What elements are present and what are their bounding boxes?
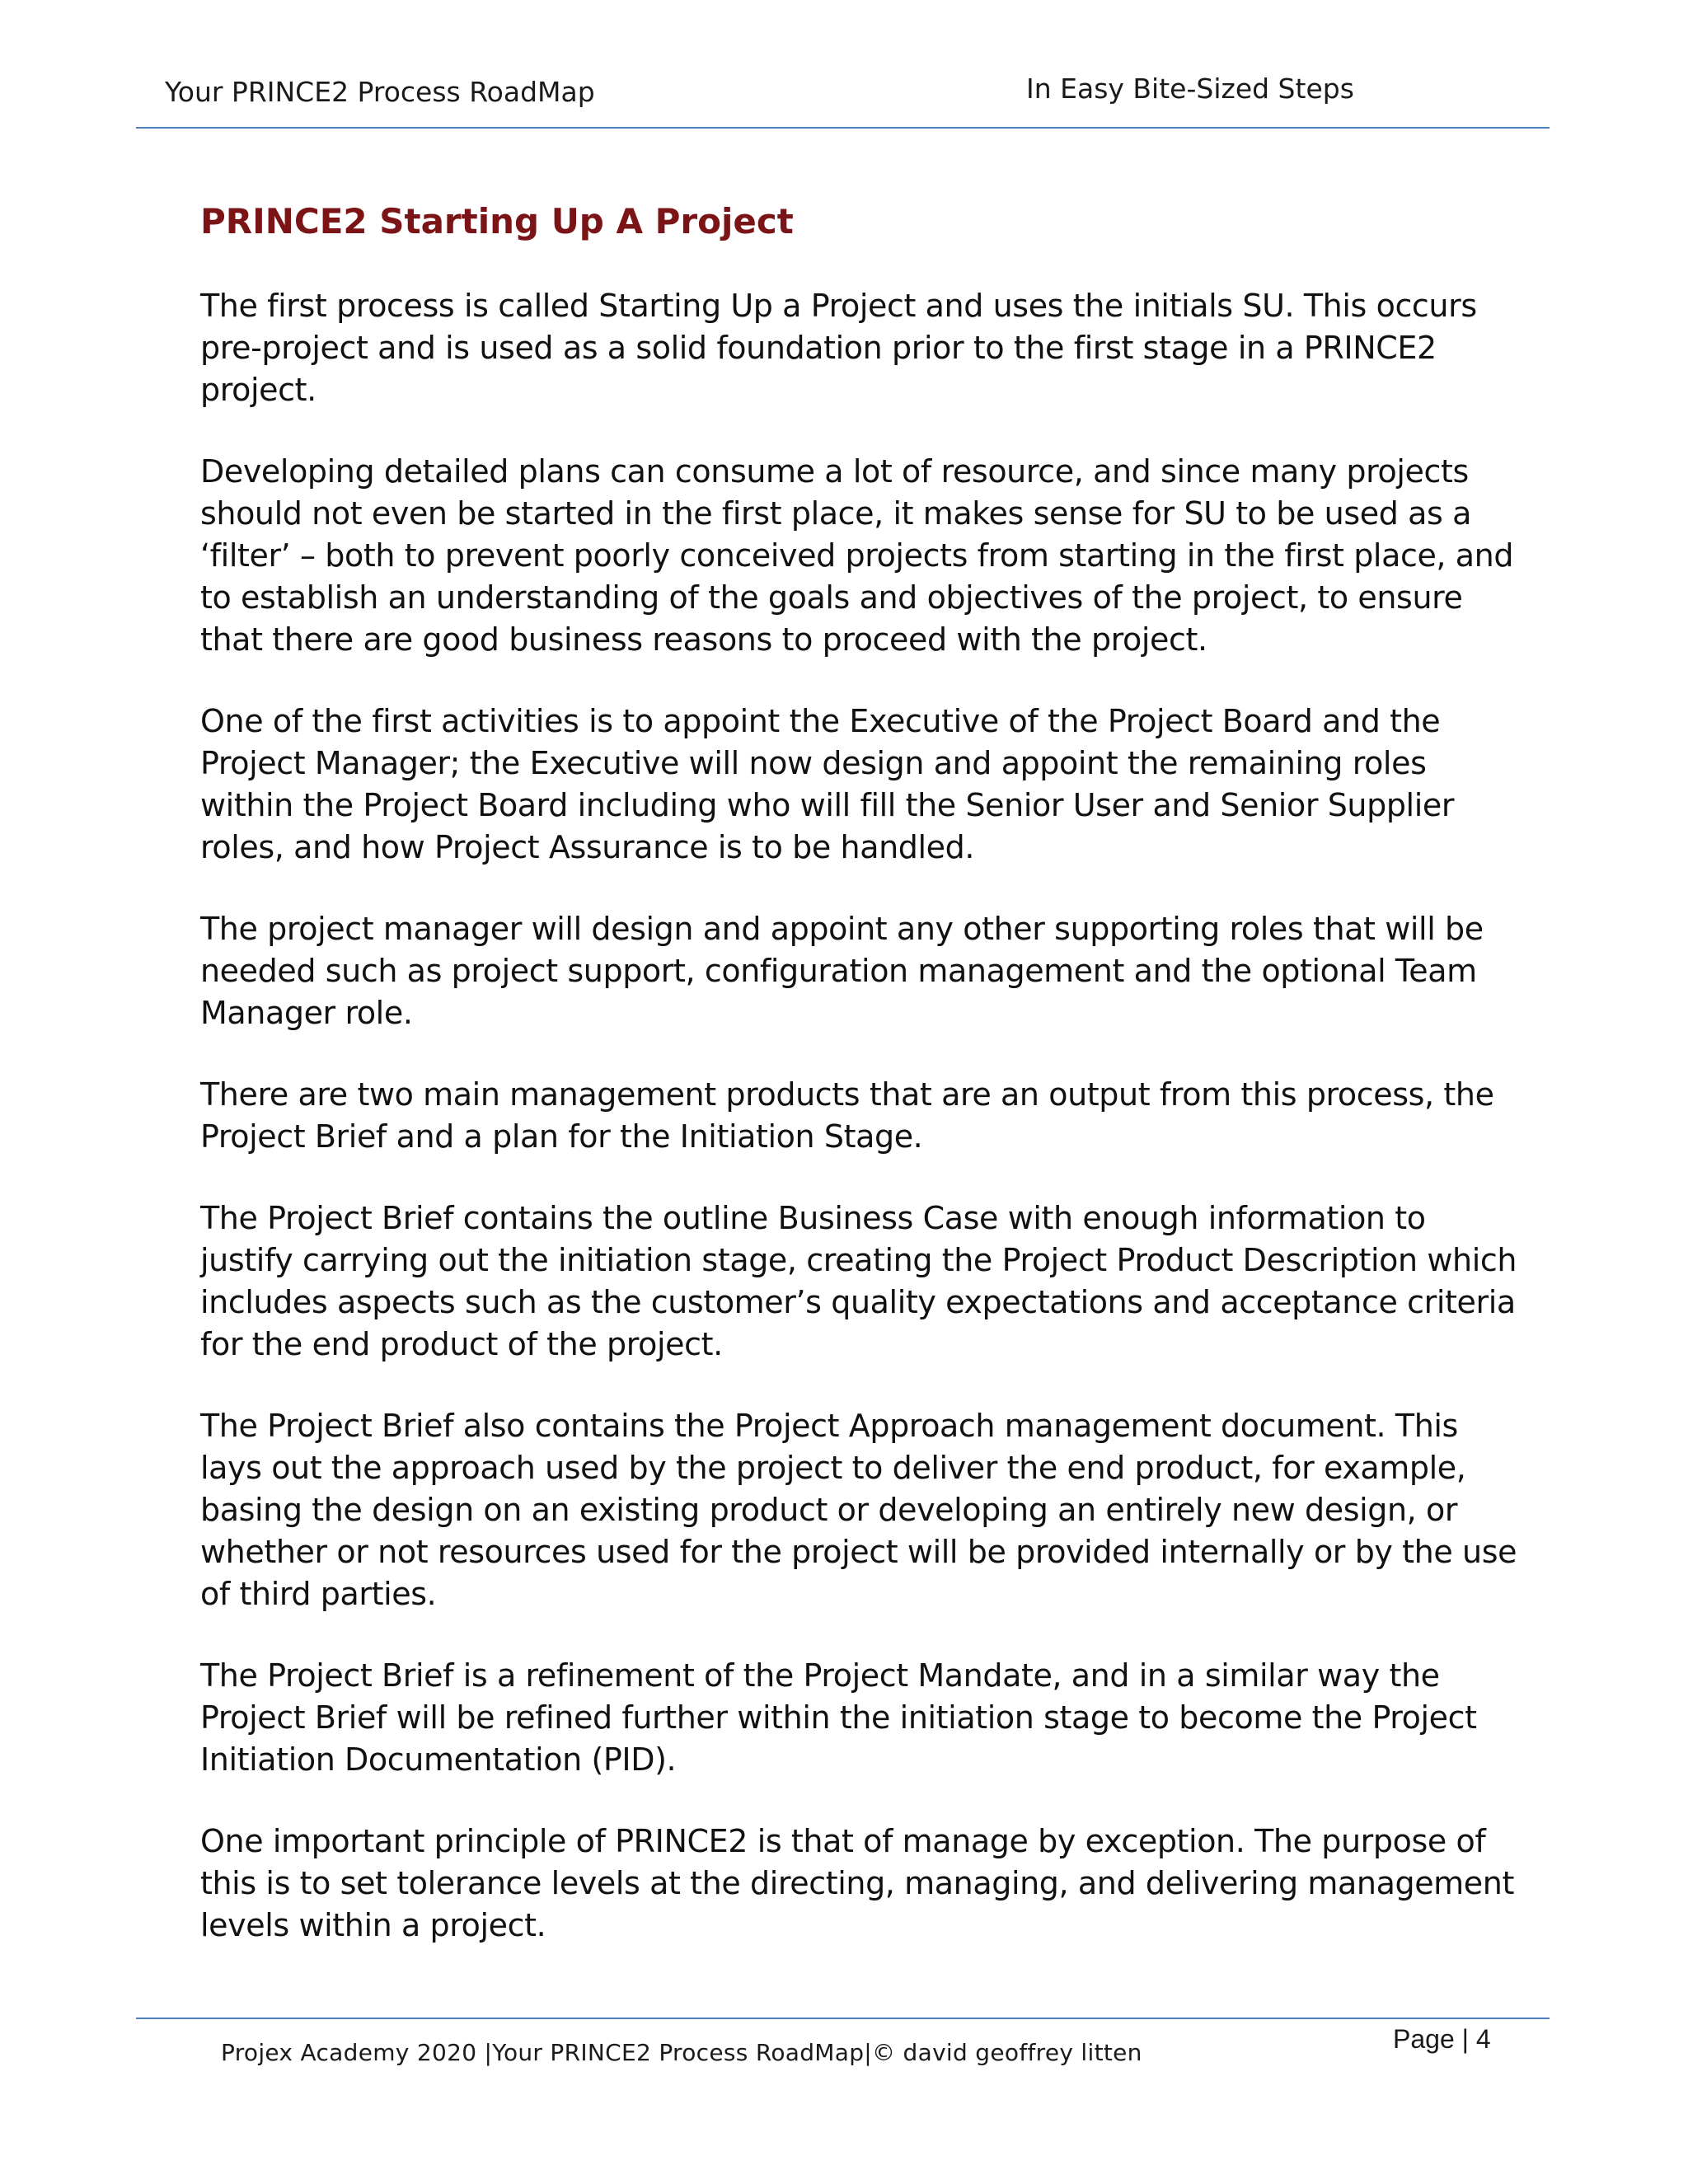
section-heading: PRINCE2 Starting Up A Project [200, 201, 794, 241]
footer-divider [136, 2018, 1550, 2019]
footer-credits: Projex Academy 2020 |Your PRINCE2 Process RoadMap|© david geoffrey litten [221, 2039, 1142, 2066]
header-title: Your PRINCE2 Process RoadMap [165, 76, 595, 108]
paragraph-3: One of the first activities is to appoint the Executive of the Project Board and the Project Manager; the Executive will now design and appoint the remaining roles within the Project Board including who will fill the Senior User and Senior Supplier roles, and how Project Assurance is to be handled. [200, 703, 1455, 865]
body-text [200, 285, 1519, 1986]
page-number: Page | 4 [1393, 2024, 1491, 2054]
header-subtitle: In Easy Bite-Sized Steps [1026, 73, 1354, 105]
paragraph-1: The first process is called Starting Up a Project and uses the initials SU. This occurs pre-project and is used as a solid foundation prior to the first stage in a PRINCE2 project. [200, 288, 1477, 408]
paragraph-4: The project manager will design and appoint any other supporting roles that will be needed such as project support, configuration management and the optional Team Manager role. [200, 911, 1484, 1031]
paragraph-6: The Project Brief contains the outline Business Case with enough information to justify carrying out the initiation stage, creating the Project Product Description which includes aspects such as the customer’s quality expectations and acceptance criteria for the end product of the project. [200, 1200, 1517, 1362]
paragraph-7: The Project Brief also contains the Project Approach management document. This lays out the approach used by the project to deliver the end product, for example, basing the design on an existing product or developing an entirely new design, or whether or not resources used for the project will be provided internally or by the use of third parties. [200, 1408, 1517, 1612]
paragraph-9: One important principle of PRINCE2 is that of manage by exception. The purpose of this is to set tolerance levels at the directing, managing, and delivering management levels within a project. [200, 1823, 1514, 1943]
paragraph-8: The Project Brief is a refinement of the Project Mandate, and in a similar way the Project Brief will be refined further within the initiation stage to become the Project Initiation Documentation (PID). [200, 1657, 1477, 1778]
paragraph-5: There are two main management products that are an output from this process, the Project Brief and a plan for the Initiation Stage. [200, 1076, 1494, 1155]
paragraph-2: Developing detailed plans can consume a lot of resource, and since many projects should not even be started in the first place, it makes sense for SU to be used as a ‘filter’ – both to prevent poorly conceived projects from starting in the first place, and to establish an understanding of the goals and objectives of the project, to ensure that there are good business reasons to proceed with the project. [200, 453, 1514, 658]
header-divider [136, 127, 1550, 129]
